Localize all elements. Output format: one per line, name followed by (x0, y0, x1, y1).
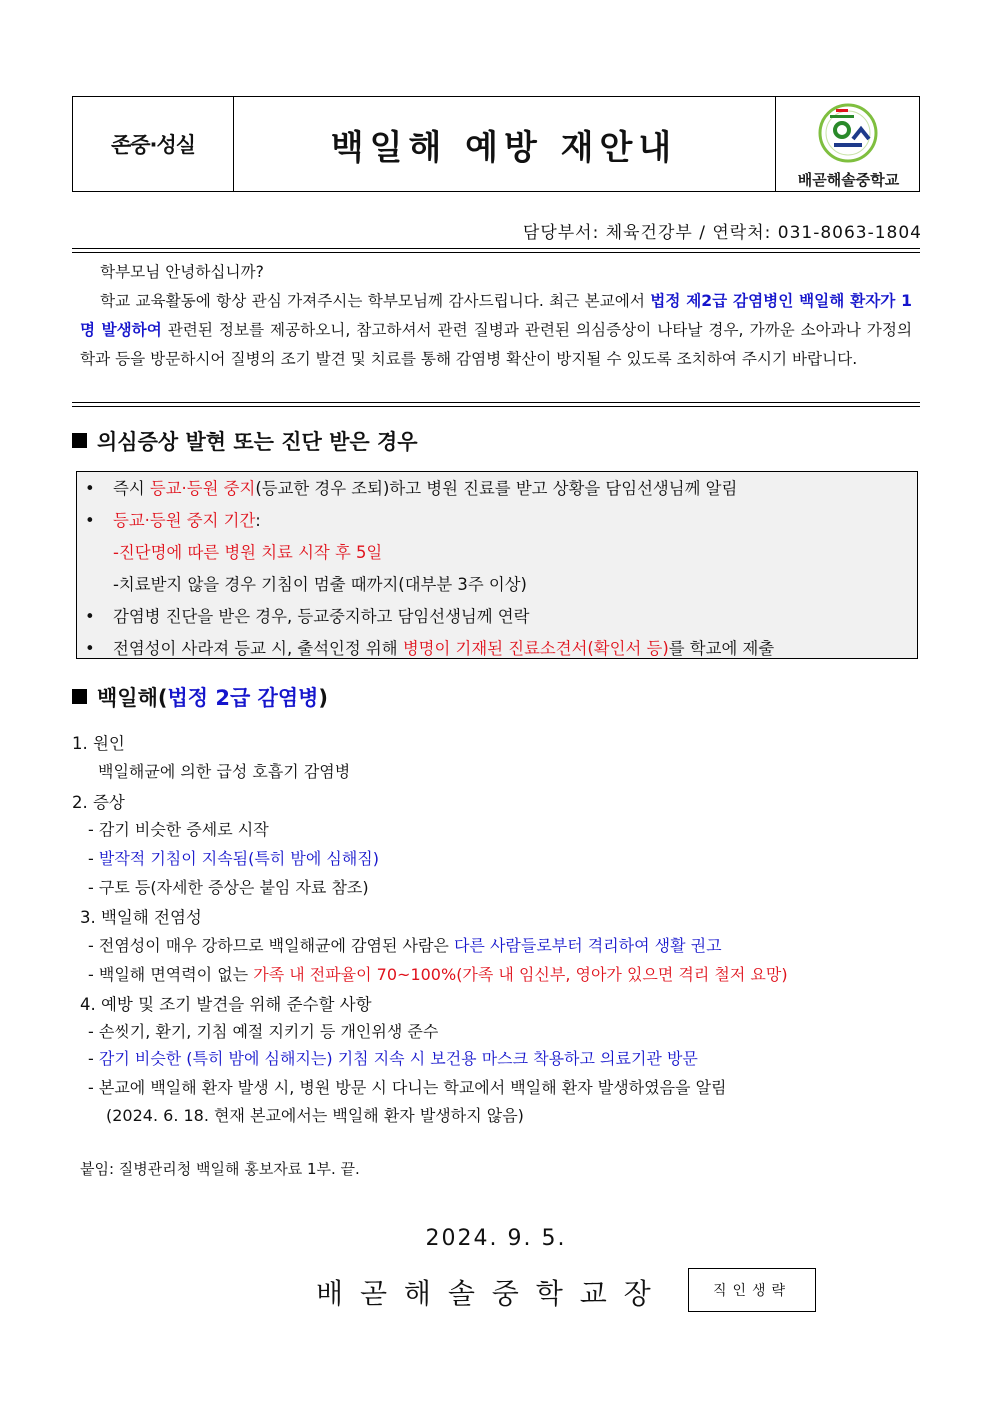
document-header (72, 96, 920, 192)
body-line: - 본교에 백일해 환자 발생 시, 병원 방문 시 다니는 학교에서 백일해 환자 발생하였음을 알림 (88, 1078, 727, 1097)
list-item (85, 603, 529, 627)
text: (등교한 경우 조퇴)하고 병원 진료를 받고 상황을 담임선생님께 알림 (255, 479, 738, 498)
section-title: 의심증상 발현 또는 진단 받은 경우 (97, 430, 418, 454)
text: - 백일해 면역력이 없는 (88, 965, 254, 984)
bullet-icon: • (85, 639, 95, 658)
divider (72, 252, 920, 253)
body-line: 백일해균에 의한 급성 호흡기 감염병 (98, 762, 351, 781)
school-motto: 존중·성실 (73, 97, 234, 191)
bullet-icon: • (85, 511, 95, 530)
text: - 전염성이 매우 강하므로 백일해균에 감염된 사람은 (88, 936, 454, 955)
divider (72, 248, 920, 249)
document-date: 2024. 9. 5. (425, 1226, 567, 1251)
highlight-text: 가족 내 전파율이 70~100%(가족 내 임신부, 영아가 있으면 격리 철저 요망) (253, 965, 788, 984)
list-subitem: -진단명에 따른 병원 치료 시작 후 5일 (113, 543, 383, 562)
body-line: - 구토 등(자세한 증상은 붙임 자료 참조) (88, 878, 369, 897)
subsection-heading: 2. 증상 (72, 793, 125, 812)
school-emblem-icon (816, 103, 880, 165)
body-line: (2024. 6. 18. 현재 본교에서는 백일해 환자 발생하지 않음) (106, 1106, 524, 1125)
list-item (85, 475, 737, 499)
greeting: 학부모님 안녕하십니까? (100, 263, 264, 281)
section-title: ) (318, 686, 329, 710)
bullet-icon: • (85, 607, 95, 626)
intro-highlight: 법정 제2급 감염병인 백일해 환자가 1명 발생하여 (80, 292, 912, 339)
body-line: - 감기 비슷한 증세로 시작 (88, 820, 269, 839)
text: : (255, 511, 261, 530)
seal-box: 직인생략 (688, 1268, 816, 1312)
subsection-heading: 1. 원인 (72, 734, 125, 753)
attachment-note: 붙임: 질병관리청 백일해 홍보자료 1부. 끝. (80, 1160, 360, 1178)
document-title: 백일해 예방 재안내 (330, 127, 678, 168)
text: 전염성이 사라져 등교 시, 출석인정 위해 (113, 639, 403, 658)
subsection-heading: 4. 예방 및 조기 발견을 위해 준수할 사항 (80, 995, 372, 1014)
notice-box (76, 471, 918, 659)
square-bullet-icon (72, 689, 87, 704)
school-logo-label: 배곧해솔중학교 (797, 171, 900, 189)
text: - (88, 1049, 99, 1068)
list-item (85, 507, 261, 531)
highlight-text: 등교·등원 중지 (149, 479, 256, 498)
text: 감염병 진단을 받은 경우, 등교중지하고 담임선생님께 연락 (113, 607, 530, 626)
highlight-text: 발작적 기침이 지속됨(특히 밤에 심해짐) (98, 849, 379, 868)
subsection-heading: 3. 백일해 전염성 (80, 908, 202, 927)
body-line (88, 933, 722, 956)
intro-body (80, 287, 912, 374)
body-line: - 손씻기, 환기, 기침 예절 지키기 등 개인위생 준수 (88, 1022, 439, 1041)
school-logo (775, 97, 921, 191)
body-line (88, 1046, 698, 1069)
section-heading (72, 682, 328, 712)
body-line (88, 962, 788, 985)
section-heading (72, 426, 418, 456)
highlight-text: 감기 비슷한 (특히 밤에 심해지는) 기침 지속 시 보건용 마스크 착용하고 의료기관 방문 (98, 1049, 698, 1068)
divider (72, 402, 920, 403)
principal-signature: 배 곧 해 솔 중 학 교 장 (316, 1277, 655, 1310)
highlight-text: 다른 사람들로부터 격리하여 생활 권고 (453, 936, 722, 955)
text: 를 학교에 제출 (668, 639, 775, 658)
divider (72, 406, 920, 407)
text: - (88, 849, 99, 868)
bullet-icon: • (85, 479, 95, 498)
highlight-text: 등교·등원 중지 기간 (113, 511, 256, 530)
list-item (85, 635, 774, 659)
intro-text: 관련된 정보를 제공하오니, 참고하셔서 관련 질병과 관련된 의심증상이 나타날 경우, 가까운 소아과나 가정의학과 등을 방문하시어 질병의 조기 발견 및 치료를 통해 감염병 확산이 방지될 수 있도록 조치하여 주시기 바랍니다. (80, 321, 913, 368)
square-bullet-icon (72, 433, 87, 448)
contact-info: 담당부서: 체육건강부 / 연락처: 031-8063-1804 (522, 223, 922, 243)
text: 즉시 (113, 479, 150, 498)
intro-text: 학교 교육활동에 항상 관심 가져주시는 학부모님께 감사드립니다. 최근 본교에서 (100, 292, 651, 310)
section-title: 백일해( (97, 686, 168, 710)
intro-paragraph (80, 258, 912, 374)
section-title-highlight: 법정 2급 감염병 (167, 686, 319, 710)
list-subitem: -치료받지 않을 경우 기침이 멈출 때까지(대부분 3주 이상) (113, 575, 527, 594)
highlight-text: 병명이 기재된 진료소견서(확인서 등) (402, 639, 669, 658)
body-line (88, 846, 379, 869)
